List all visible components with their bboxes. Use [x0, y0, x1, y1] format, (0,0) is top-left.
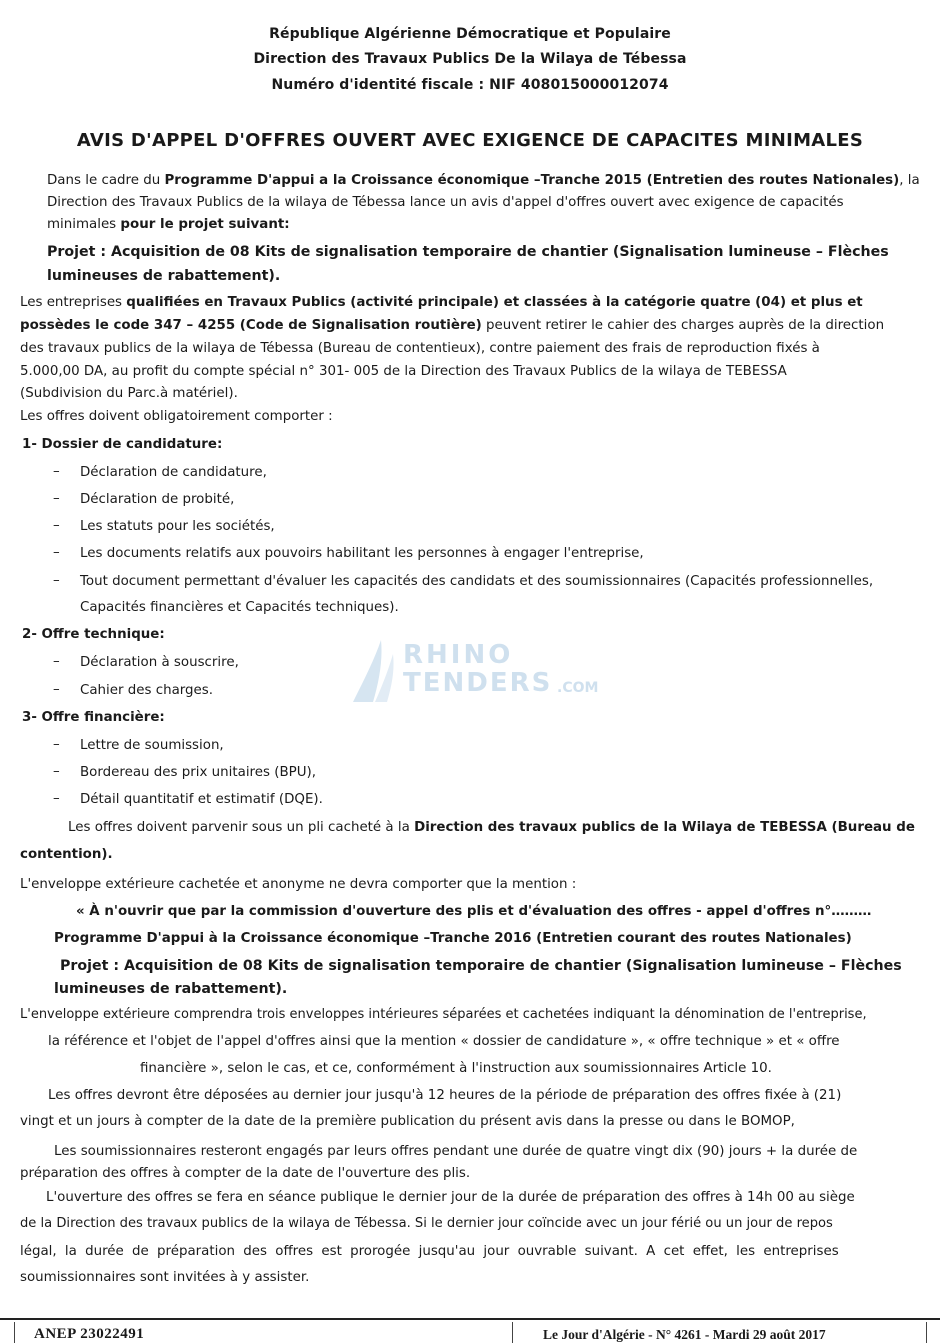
deadline-line-6: de la Direction des travaux publics de la wilaya de Tébessa. Si le dernier jour coïncide avec un jour férié ou un jour de repos	[20, 1216, 833, 1231]
dash-bullet: –	[53, 545, 60, 560]
footer-publication: Le Jour d'Algérie - N° 4261 - Mardi 29 août 2017	[543, 1327, 826, 1342]
conditions-line-3: des travaux publics de la wilaya de Tébessa (Bureau de contentieux), contre paiement des frais de reproduction fixés à	[20, 341, 820, 356]
projet-line-1: Projet : Acquisition de 08 Kits de signalisation temporaire de chantier (Signalisation lumineuse – Flèches	[47, 244, 889, 260]
mention-projet-1: Projet : Acquisition de 08 Kits de signalisation temporaire de chantier (Signalisation lumineuse – Flèches	[60, 958, 902, 974]
section-3-item: Détail quantitatif et estimatif (DQE).	[80, 792, 323, 807]
envelope-line-3: financière », selon le cas, et ce, conformément à l'instruction aux soumissionnaires Article 10.	[140, 1061, 772, 1076]
dash-bullet: –	[53, 654, 60, 669]
dash-bullet: –	[53, 491, 60, 506]
dash-bullet: –	[53, 573, 60, 588]
section-1-item: Déclaration de probité,	[80, 492, 235, 507]
conditions-line-4	[20, 363, 787, 381]
deadline-line-3: Les soumissionnaires resteront engagés par leurs offres pendant une durée de quatre vingt dix (90) jours + la durée de	[54, 1144, 858, 1159]
section-3-title: 3- Offre financière:	[22, 710, 165, 725]
delivery-line-3: L'enveloppe extérieure cachetée et anonyme ne devra comporter que la mention :	[20, 877, 577, 892]
header-direction: Direction des Travaux Publics De la Wilaya de Tébessa	[253, 51, 687, 67]
watermark-rhino: RHINO	[403, 640, 514, 670]
deadline-line-1: Les offres devront être déposées au dernier jour jusqu'à 12 heures de la période de préparation des offres fixée à (21)	[48, 1088, 842, 1103]
section-1-item-continued: Capacités financières et Capacités techniques).	[80, 600, 399, 615]
delivery-line-2: contention).	[20, 847, 113, 862]
intro-line-2: Direction des Travaux Publics de la wilaya de Tébessa lance un avis d'appel d'offres ouvert avec exigence de capacités	[47, 195, 844, 210]
section-3-item: Bordereau des prix unitaires (BPU),	[80, 765, 316, 780]
rhino-horn-icon	[345, 638, 401, 704]
conditions-line-1	[20, 294, 863, 312]
footer-rule	[0, 1318, 940, 1320]
section-2-item: Déclaration à souscrire,	[80, 655, 239, 670]
section-2-item: Cahier des charges.	[80, 683, 214, 698]
conditions-text: peuvent retirer le cahier des charges auprès de la direction	[481, 318, 885, 333]
footer-divider	[512, 1322, 513, 1343]
dash-bullet: –	[53, 518, 60, 533]
deadline-line-2: vingt et un jours à compter de la date de la première publication du présent avis dans la presse ou dans le BOMOP,	[20, 1114, 795, 1129]
section-1-item: Déclaration de candidature,	[80, 465, 267, 480]
mention-line: « À n'ouvrir que par la commission d'ouverture des plis et d'évaluation des offres - appel d'offres n°………	[76, 904, 872, 919]
conditions-code: possèdes le code 347 – 4255 (Code de Signalisation routière)	[20, 318, 482, 333]
delivery-text: Les offres doivent parvenir sous un pli cacheté à la	[68, 820, 415, 835]
deadline-line-5: L'ouverture des offres se fera en séance publique le dernier jour de la durée de préparation des offres à 14h 00 au siège	[46, 1190, 855, 1205]
intro-text: Dans le cadre du	[47, 173, 165, 188]
intro-emphasis: pour le projet suivant:	[120, 217, 290, 232]
deadline-line-7: légal, la durée de préparation des offres est prorogée jusqu'au jour ouvrable suivant. A cet effet, les entreprises	[20, 1244, 839, 1259]
watermark-tenders: TENDERS	[403, 668, 553, 698]
section-3-item: Lettre de soumission,	[80, 738, 224, 753]
intro-line-1	[47, 172, 920, 190]
section-1-item: Tout document permettant d'évaluer les capacités des candidats et des soumissionnaires (Capacités professionnelles,	[80, 574, 874, 589]
section-1-item: Les documents relatifs aux pouvoirs habilitant les personnes à engager l'entreprise,	[80, 546, 644, 561]
delivery-address: Direction des travaux publics de la Wilaya de TEBESSA (Bureau de	[414, 820, 915, 835]
conditions-text: Les entreprises	[20, 295, 127, 310]
programme-name: Programme D'appui a la Croissance économique –Tranche 2015 (Entretien des routes Nationales)	[164, 173, 900, 188]
deadline-line-8: soumissionnaires sont invitées à y assister.	[20, 1270, 310, 1285]
footer-divider	[14, 1322, 15, 1343]
mention-programme: Programme D'appui à la Croissance économique –Tranche 2016 (Entretien courant des routes Nationales)	[54, 931, 852, 946]
section-1-item: Les statuts pour les sociétés,	[80, 519, 275, 534]
footer-divider	[926, 1322, 927, 1343]
dash-bullet: –	[53, 764, 60, 779]
section-2-title: 2- Offre technique:	[22, 627, 165, 642]
deadline-line-4: préparation des offres à compter de la date de l'ouverture des plis.	[20, 1166, 471, 1181]
conditions-line-5: (Subdivision du Parc.à matériel).	[20, 386, 238, 401]
envelope-line-2: la référence et l'objet de l'appel d'offres ainsi que la mention « dossier de candidature », « offre technique » et « offre	[48, 1034, 840, 1049]
dash-bullet: –	[53, 737, 60, 752]
rhino-tenders-watermark	[345, 638, 605, 704]
section-1-title: 1- Dossier de candidature:	[22, 437, 223, 452]
envelope-line-1: L'enveloppe extérieure comprendra trois enveloppes intérieures séparées et cachetées indiquant la dénomination de l'entreprise,	[20, 1007, 867, 1022]
intro-text: minimales	[47, 217, 121, 232]
projet-line-2: lumineuses de rabattement).	[47, 268, 281, 284]
header-nif: Numéro d'identité fiscale : NIF 408015000012074	[271, 77, 669, 93]
conditions-emphasis: qualifiées en Travaux Publics (activité principale) et classées à la catégorie quatre (04) et plus et	[126, 295, 863, 310]
dash-bullet: –	[53, 464, 60, 479]
intro-text: , la	[899, 173, 920, 188]
dash-bullet: –	[53, 791, 60, 806]
conditions-text: , au profit du compte spécial n° 301- 005 de la Direction des Travaux Publics de la wilaya de TEBESSA	[103, 364, 787, 379]
notice-title: AVIS D'APPEL D'OFFRES OUVERT AVEC EXIGENCE DE CAPACITES MINIMALES	[76, 130, 864, 151]
header-republic: République Algérienne Démocratique et Populaire	[269, 26, 671, 42]
intro-line-3	[47, 216, 290, 234]
dash-bullet: –	[53, 682, 60, 697]
fee-amount: 5.000,00 DA	[20, 364, 104, 379]
delivery-line-1	[68, 819, 915, 837]
conditions-line-6: Les offres doivent obligatoirement comporter :	[20, 409, 333, 424]
watermark-com: .COM	[557, 680, 599, 696]
footer-anep-reference: ANEP 23022491	[34, 1326, 145, 1342]
conditions-line-2	[20, 317, 884, 335]
mention-projet-2: lumineuses de rabattement).	[54, 981, 288, 997]
